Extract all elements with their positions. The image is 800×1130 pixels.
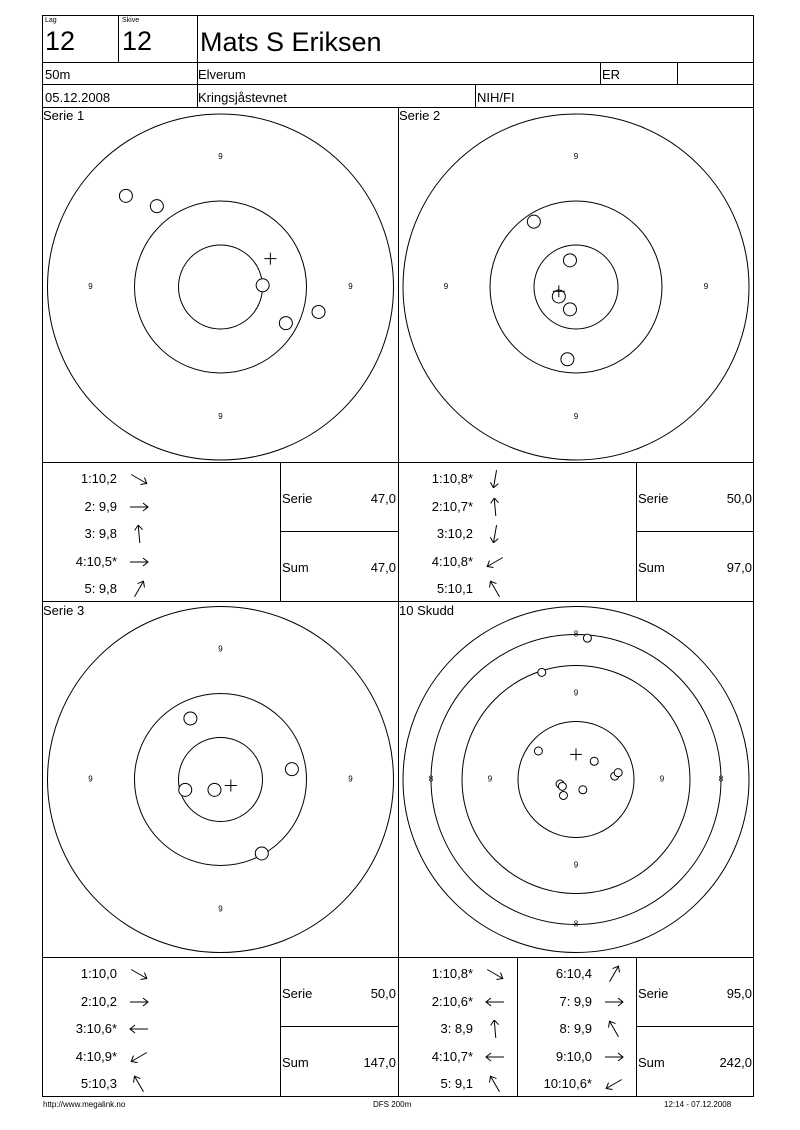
- shot-score: 2:10,7*: [431, 498, 473, 514]
- target-ring: [48, 607, 394, 953]
- ring-label: 9: [218, 644, 223, 654]
- shot-row: [43, 498, 280, 516]
- shot-hole: [583, 634, 591, 642]
- shot-list-10-skudd-left: [399, 958, 517, 1096]
- shot-row: [399, 498, 636, 516]
- ring-label: 9: [573, 860, 579, 870]
- shot-score: 3: 8,9: [440, 1021, 473, 1036]
- target-title-1: Serie 1: [43, 108, 85, 123]
- direction-arrow-icon: [127, 1020, 151, 1038]
- target-serie-1: [43, 108, 398, 462]
- shot-score: 3:10,2: [436, 526, 473, 541]
- ring-label: 9: [348, 774, 353, 784]
- sum-value-2: 97,0: [726, 560, 752, 575]
- direction-arrow-icon: [127, 553, 151, 571]
- direction-arrow-icon: [483, 993, 507, 1011]
- shot-hole: [256, 279, 269, 292]
- shot-row: [399, 1020, 517, 1038]
- direction-arrow-icon: [483, 1048, 507, 1066]
- shot-hole: [285, 763, 298, 776]
- direction-arrow-icon: [602, 1075, 626, 1093]
- ring-label: 8: [573, 919, 579, 929]
- shot-score: 2:10,2: [80, 993, 117, 1009]
- shot-hole: [614, 769, 622, 777]
- target-ring: [428, 635, 721, 925]
- ring-label: 9: [218, 152, 223, 162]
- ring-label: 9: [573, 688, 579, 698]
- sum-value-4: 242,0: [719, 1055, 752, 1070]
- target-title-3: Serie 3: [43, 603, 85, 618]
- shot-score: 1:10,2: [80, 471, 117, 486]
- club-code: ER: [602, 67, 621, 82]
- ring-label: 9: [573, 152, 579, 162]
- organization: NIH/FI: [477, 90, 515, 105]
- direction-arrow-icon: [483, 470, 507, 488]
- shot-score: 1:10,8*: [431, 471, 473, 486]
- shot-row: [43, 993, 280, 1011]
- serie-value-4: 95,0: [726, 986, 752, 1001]
- ring-label: 9: [218, 904, 223, 914]
- direction-arrow-icon: [602, 965, 626, 983]
- ring-label: 9: [703, 282, 709, 292]
- shot-list-10-skudd-right: [518, 958, 636, 1096]
- direction-arrow-icon: [483, 580, 507, 598]
- target-ring: [490, 201, 662, 373]
- direction-arrow-icon: [127, 498, 151, 516]
- ring-label: 9: [348, 282, 353, 292]
- shot-hole: [527, 215, 540, 228]
- shot-score: 4:10,8*: [431, 553, 473, 569]
- serie-label-4: Serie: [638, 986, 669, 1001]
- shot-hole: [563, 303, 576, 316]
- direction-arrow-icon: [127, 580, 151, 598]
- shot-hole: [179, 783, 192, 796]
- serie-value-1: 47,0: [370, 491, 396, 506]
- shot-hole: [208, 783, 221, 796]
- shot-hole: [559, 791, 567, 799]
- shot-list-serie-2: [399, 463, 636, 601]
- target-ring: [135, 694, 307, 866]
- lag-label: Lag: [45, 17, 57, 24]
- sum-label-3: Sum: [282, 1055, 309, 1070]
- direction-arrow-icon: [127, 993, 151, 1011]
- ring-label: 9: [443, 282, 449, 292]
- direction-arrow-icon: [127, 525, 151, 543]
- target-ring: [462, 666, 690, 894]
- ring-label: 9: [88, 282, 93, 292]
- direction-arrow-icon: [127, 470, 151, 488]
- shot-row: [518, 1075, 636, 1093]
- ring-label: 8: [573, 629, 579, 639]
- direction-arrow-icon: [483, 965, 507, 983]
- shot-score: 5: 9,8: [84, 581, 117, 596]
- serie-value-3: 50,0: [370, 986, 396, 1001]
- shot-hole: [563, 254, 576, 267]
- place: Elverum: [198, 67, 246, 82]
- shot-row: [43, 1048, 280, 1066]
- ring-label: 9: [218, 412, 223, 422]
- target-serie-3: [43, 602, 398, 957]
- event-name: Kringsjåstevnet: [198, 90, 287, 105]
- sum-value-1: 47,0: [370, 560, 396, 575]
- shot-row: [43, 1020, 280, 1038]
- shot-row: [518, 993, 636, 1011]
- shot-row: [43, 580, 280, 598]
- shot-score: 4:10,9*: [75, 1048, 117, 1064]
- shot-score: 5: 9,1: [440, 1076, 473, 1091]
- shot-row: [399, 525, 636, 543]
- target-serie-2: [399, 108, 753, 462]
- ring-label: 9: [659, 774, 665, 784]
- shot-row: [518, 1020, 636, 1038]
- serie-label-3: Serie: [282, 986, 313, 1001]
- shot-hole: [538, 668, 546, 676]
- shot-row: [43, 965, 280, 983]
- shot-hole: [255, 847, 268, 860]
- skive-label: Skive: [122, 17, 140, 24]
- date: 05.12.2008: [45, 90, 111, 105]
- shot-row: [399, 470, 636, 488]
- shot-score: 4:10,7*: [431, 1048, 473, 1064]
- target-ring: [48, 114, 394, 460]
- target-ring: [135, 201, 307, 373]
- shot-score: 2: 9,9: [84, 498, 117, 514]
- shot-hole: [279, 317, 292, 330]
- ring-label: 8: [428, 774, 434, 784]
- target-ring: [403, 114, 749, 460]
- shot-hole: [579, 786, 587, 794]
- shot-score: 4:10,5*: [75, 553, 117, 569]
- shot-row: [43, 1075, 280, 1093]
- sum-value-3: 147,0: [363, 1055, 396, 1070]
- shot-row: [399, 965, 517, 983]
- sum-label-1: Sum: [282, 560, 309, 575]
- footer-url: http://www.megalink.no: [43, 1100, 126, 1109]
- sum-label-2: Sum: [638, 560, 665, 575]
- shooter-name: Mats S Eriksen: [200, 27, 382, 57]
- direction-arrow-icon: [127, 965, 151, 983]
- direction-arrow-icon: [483, 1020, 507, 1038]
- shot-score: 9:10,0: [555, 1048, 592, 1064]
- serie-value-2: 50,0: [726, 491, 752, 506]
- shot-score: 3: 9,8: [84, 526, 117, 541]
- shot-row: [399, 993, 517, 1011]
- shot-hole: [184, 712, 197, 725]
- shot-row: [43, 525, 280, 543]
- shot-hole: [561, 353, 574, 366]
- footer-system: DFS 200m: [373, 1100, 412, 1109]
- shot-score: 1:10,8*: [431, 966, 473, 981]
- shot-score: 1:10,0: [80, 966, 117, 981]
- shot-row: [399, 1048, 517, 1066]
- shot-score: 2:10,6*: [431, 993, 473, 1009]
- distance: 50m: [45, 67, 71, 82]
- shot-row: [399, 580, 636, 598]
- ring-label: 9: [487, 774, 493, 784]
- shot-hole: [119, 189, 132, 202]
- lag-value: 12: [45, 26, 76, 56]
- shot-row: [43, 553, 280, 571]
- shot-row: [399, 553, 636, 571]
- shot-hole: [590, 757, 598, 765]
- shot-score: 3:10,6*: [75, 1021, 117, 1036]
- target-10-skudd: [399, 602, 753, 957]
- direction-arrow-icon: [602, 1020, 626, 1038]
- footer-timestamp: 12:14 - 07.12.2008: [664, 1100, 732, 1109]
- shot-score: 5:10,3: [80, 1076, 117, 1091]
- shot-hole: [150, 200, 163, 213]
- skive-value: 12: [122, 26, 153, 56]
- shot-score: 10:10,6*: [543, 1076, 592, 1091]
- direction-arrow-icon: [483, 553, 507, 571]
- serie-label-2: Serie: [638, 491, 669, 506]
- direction-arrow-icon: [483, 498, 507, 516]
- target-ring: [179, 738, 263, 822]
- shot-score: 7: 9,9: [559, 993, 592, 1009]
- direction-arrow-icon: [602, 993, 626, 1011]
- target-title-4: 10 Skudd: [399, 603, 454, 618]
- ring-label: 9: [88, 774, 93, 784]
- sum-label-4: Sum: [638, 1055, 665, 1070]
- shot-score: 8: 9,9: [559, 1021, 592, 1036]
- shot-score: 6:10,4: [555, 966, 592, 981]
- shot-score: 5:10,1: [436, 581, 473, 596]
- ring-label: 8: [718, 774, 724, 784]
- shot-hole: [312, 305, 325, 318]
- direction-arrow-icon: [602, 1048, 626, 1066]
- shot-hole: [558, 782, 566, 790]
- direction-arrow-icon: [127, 1075, 151, 1093]
- target-ring: [179, 245, 263, 329]
- shot-list-serie-3: [43, 958, 280, 1096]
- direction-arrow-icon: [483, 525, 507, 543]
- target-ring: [403, 607, 749, 953]
- shot-row: [43, 470, 280, 488]
- serie-label-1: Serie: [282, 491, 313, 506]
- ring-label: 9: [573, 412, 579, 422]
- shot-row: [518, 1048, 636, 1066]
- shot-row: [399, 1075, 517, 1093]
- direction-arrow-icon: [483, 1075, 507, 1093]
- shot-row: [518, 965, 636, 983]
- shot-list-serie-1: [43, 463, 280, 601]
- target-title-2: Serie 2: [399, 108, 441, 123]
- direction-arrow-icon: [127, 1048, 151, 1066]
- shot-hole: [534, 747, 542, 755]
